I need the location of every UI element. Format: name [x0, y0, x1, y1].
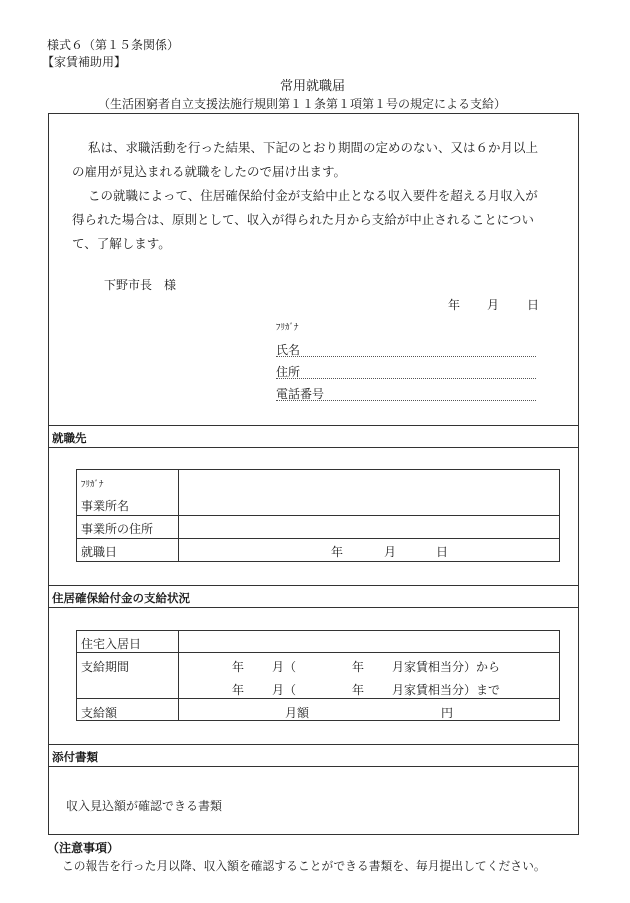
period-to-year: 年 [232, 683, 245, 697]
period-from-year: 年 [232, 660, 245, 674]
period-from-rent-month: 月家賃相当分）から [392, 660, 501, 674]
page-subtitle: （生活困窮者自立支援法施行規則第１１条第１項第１号の規定による支給） [98, 97, 507, 111]
move-in-date-label: 住宅入居日 [81, 637, 142, 651]
applicant-address-label: 住所 [276, 365, 301, 379]
yen-label: 円 [441, 706, 454, 720]
declaration-line-1: 私は、求職活動を行った結果、下記のとおり期間の定めのない、又は６か月以上 [88, 140, 539, 155]
row-divider [76, 538, 560, 539]
office-address-label: 事業所の住所 [81, 522, 154, 536]
payment-period-label: 支給期間 [81, 660, 130, 674]
column-divider [178, 630, 179, 721]
applicant-name-field[interactable] [276, 356, 536, 357]
monthly-amount-label: 月額 [285, 706, 310, 720]
row-divider [76, 698, 560, 699]
office-furigana-label: ﾌﾘｶﾞﾅ [81, 480, 104, 490]
notes-title: （注意事項） [47, 841, 120, 855]
divider [48, 766, 579, 767]
start-date-month: 月 [384, 545, 397, 559]
office-name-label: 事業所名 [81, 499, 130, 513]
divider [48, 585, 579, 586]
employment-section-title: 就職先 [52, 431, 87, 445]
applicant-furigana-label: ﾌﾘｶﾞﾅ [276, 323, 299, 333]
row-divider [76, 515, 560, 516]
divider [48, 744, 579, 745]
addressee: 下野市長 様 [104, 278, 177, 292]
office-address-field[interactable] [180, 517, 558, 537]
applicant-name-label: 氏名 [276, 343, 301, 357]
move-in-date-field[interactable] [180, 632, 558, 651]
divider [48, 607, 579, 608]
start-date-day: 日 [436, 545, 449, 559]
period-to-month: 月（ [272, 683, 297, 697]
declaration-line-3: この就職によって、住居確保給付金が支給中止となる収入要件を超える月収入が [88, 188, 538, 203]
period-to-rent-year: 年 [352, 683, 365, 697]
start-date-year: 年 [331, 545, 344, 559]
period-from-month: 月（ [272, 660, 297, 674]
period-from-rent-year: 年 [352, 660, 365, 674]
divider [48, 425, 579, 426]
applicant-phone-field[interactable] [276, 400, 536, 401]
office-name-field[interactable] [180, 471, 558, 514]
start-date-label: 就職日 [81, 545, 118, 559]
row-divider [76, 652, 560, 653]
benefit-section-title: 住居確保給付金の支給状況 [52, 591, 190, 605]
applicant-address-field[interactable] [276, 378, 536, 379]
attachments-section-title: 添付書類 [52, 750, 98, 764]
divider [48, 447, 579, 448]
page-title: 常用就職届 [280, 79, 346, 94]
form-category: 【家賃補助用】 [42, 55, 127, 69]
notes-text: この報告を行った月以降、収入額を確認することができる書類を、毎月提出してください。 [62, 859, 546, 873]
applicant-phone-label: 電話番号 [276, 387, 325, 401]
declaration-line-4: 得られた場合は、原則として、収入が得られた月から支給が中止されることについ [72, 212, 535, 227]
date-year-label: 年 [448, 298, 461, 312]
declaration-line-2: の雇用が見込まれる就職をしたので届け出ます。 [72, 164, 347, 179]
date-day-label: 日 [527, 298, 540, 312]
period-to-rent-month: 月家賃相当分）まで [392, 683, 501, 697]
payment-amount-label: 支給額 [81, 706, 118, 720]
date-month-label: 月 [487, 298, 500, 312]
declaration-line-5: て、了解します。 [72, 236, 171, 251]
attachment-item: 収入見込額が確認できる書類 [66, 799, 223, 813]
form-number: 様式６（第１５条関係） [47, 38, 180, 52]
